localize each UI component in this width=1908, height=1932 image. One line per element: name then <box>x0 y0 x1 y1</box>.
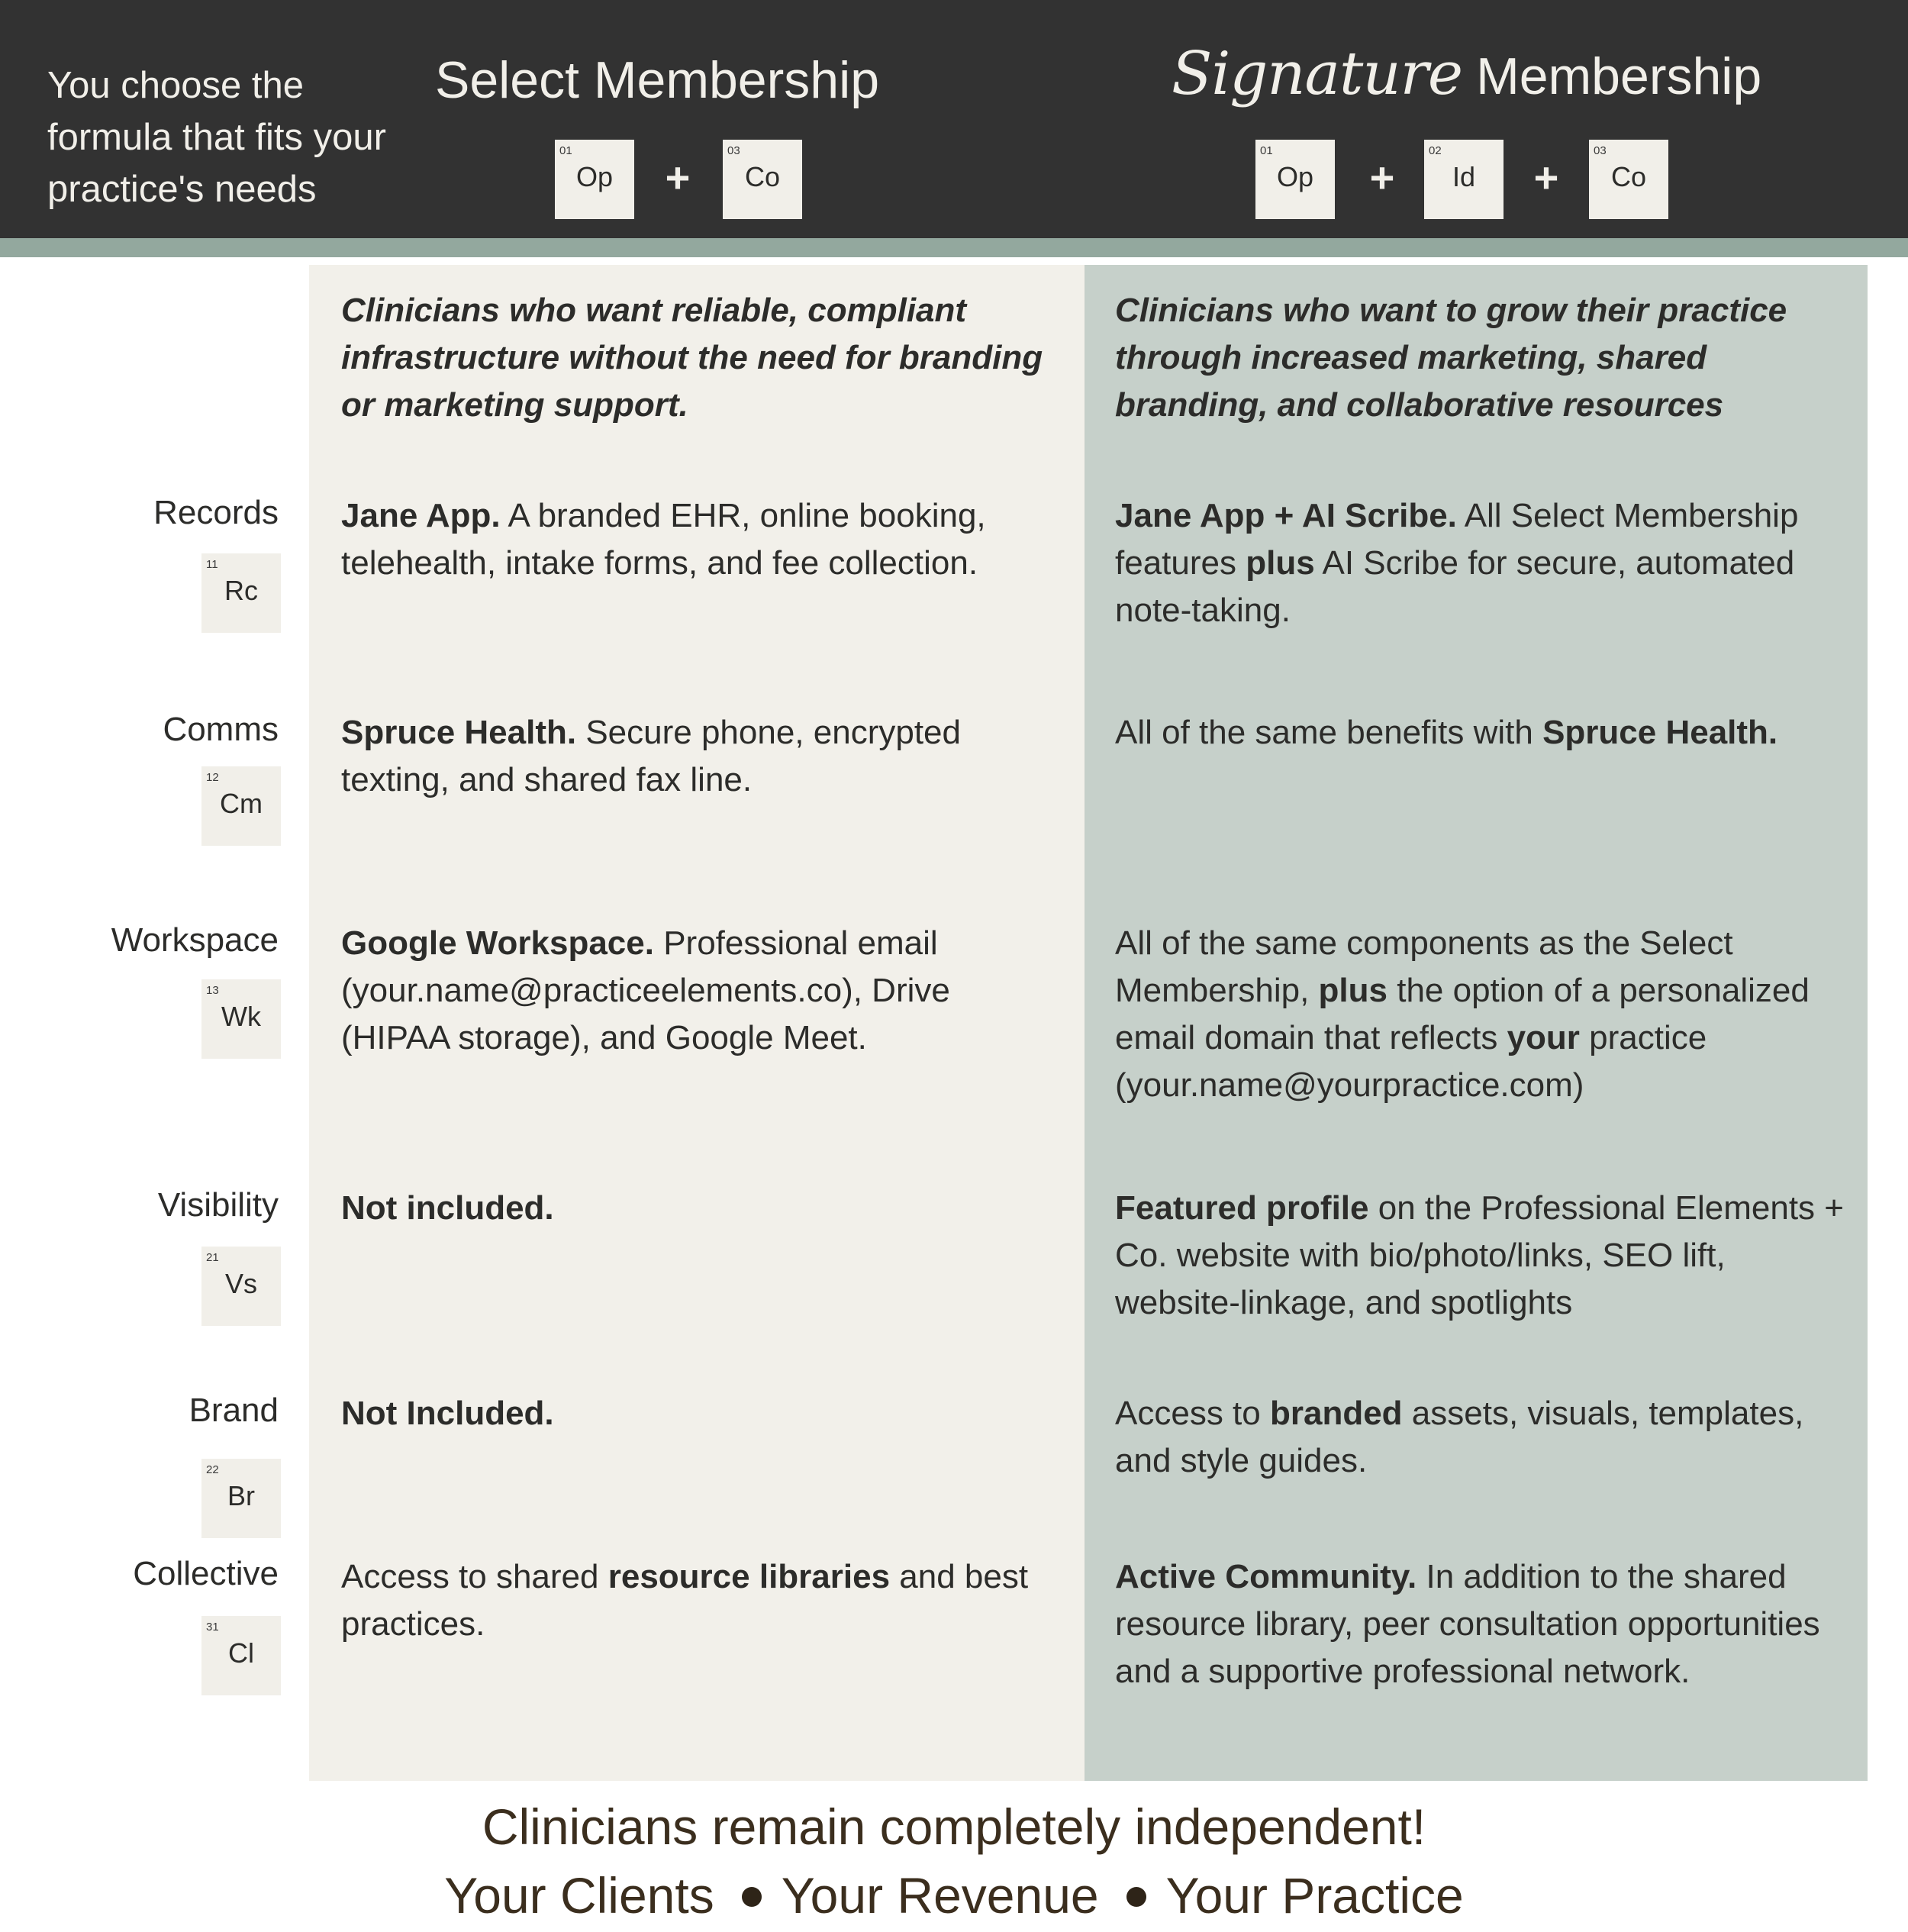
element-symbol: Vs <box>224 1268 257 1299</box>
element-symbol: Co <box>1610 161 1647 192</box>
plus-sign: + <box>665 153 691 202</box>
signature-membership-title <box>1172 40 1761 108</box>
element-symbol: Id <box>1452 161 1476 192</box>
element-number: 21 <box>206 1251 219 1264</box>
cell-text: the option of a personalized email domain that reflects <box>1115 972 1810 1056</box>
row-label-visibility: Visibility <box>157 1186 279 1224</box>
cell-bold: Jane App. <box>341 497 501 534</box>
collective-select-cell <box>341 1553 1059 1648</box>
workspace-signature-cell <box>1115 920 1859 1109</box>
element-tile-op <box>1255 140 1335 219</box>
cell-text: All of the same components as the Select Membership, <box>1115 924 1733 1009</box>
visibility-select-cell <box>341 1185 1059 1232</box>
signature-audience: Clinicians who want to grow their practice through increased marketing, shared branding, and collaborative resources <box>1115 292 1787 424</box>
records-select-cell <box>341 492 1059 587</box>
element-number: 31 <box>206 1621 219 1634</box>
footer-item-clients: Your Clients <box>444 1867 714 1924</box>
cell-bold: Google Workspace. <box>341 924 654 962</box>
cell-text: Professional email (your.name@practiceelements.co), Drive (HIPAA storage), and Google Meet. <box>341 924 950 1056</box>
element-tile-vs <box>201 1247 281 1326</box>
row-label-collective: Collective <box>133 1555 279 1592</box>
cell-text: Secure phone, encrypted texting, and shared fax line. <box>341 714 961 798</box>
cell-text: on the Professional Elements + Co. website with bio/photo/links, SEO lift, website-linkage, and spotlights <box>1115 1189 1844 1321</box>
row-label-workspace: Workspace <box>111 921 279 959</box>
cell-bold: Active Community. <box>1115 1558 1417 1595</box>
element-symbol: Rc <box>224 575 258 606</box>
cell-text: Access to <box>1115 1395 1270 1432</box>
header-accent-stripe <box>0 238 1908 257</box>
cell-text: assets, visuals, templates, and style guides. <box>1115 1395 1804 1479</box>
element-number: 11 <box>206 558 218 571</box>
element-number: 03 <box>1594 144 1607 157</box>
cell-bold: Not included. <box>341 1189 554 1227</box>
element-tile-co <box>1589 140 1668 219</box>
brand-signature-cell <box>1115 1390 1859 1485</box>
cell-bold: Spruce Health. <box>341 714 577 751</box>
element-number: 02 <box>1429 144 1442 157</box>
cell-bold: Spruce Health. <box>1542 714 1778 751</box>
select-membership-title: Select Membership <box>435 51 880 109</box>
bullet-dot <box>742 1887 762 1907</box>
footer-tagline <box>0 1866 1908 1924</box>
brand-select-cell <box>341 1390 1059 1437</box>
cell-bold: branded <box>1269 1395 1403 1432</box>
element-symbol: Op <box>1276 161 1314 192</box>
element-tile-op <box>555 140 634 219</box>
cell-bold: plus <box>1318 972 1387 1009</box>
element-symbol: Cl <box>228 1637 254 1669</box>
element-tile-br <box>201 1459 281 1538</box>
bullet-dot <box>1126 1887 1146 1907</box>
cell-bold: Not Included. <box>341 1395 554 1432</box>
element-tile-rc <box>201 553 281 633</box>
cell-text: AI Scribe for secure, automated note-taking. <box>1115 544 1795 629</box>
cell-text: All Select Membership features <box>1115 497 1799 582</box>
element-symbol: Wk <box>221 1001 261 1032</box>
footer-item-revenue: Your Revenue <box>781 1867 1099 1924</box>
cell-text: In addition to the shared resource library, peer consultation opportunities and a supportive professional network. <box>1115 1558 1820 1690</box>
cell-bold: plus <box>1246 544 1315 582</box>
select-audience: Clinicians who want reliable, compliant infrastructure without the need for branding or marketing support. <box>341 292 1043 424</box>
element-number: 01 <box>1260 144 1273 157</box>
row-label-brand: Brand <box>189 1392 279 1429</box>
element-tile-wk <box>201 979 281 1059</box>
element-tile-cm <box>201 766 281 846</box>
collective-signature-cell <box>1115 1553 1859 1695</box>
records-signature-cell <box>1115 492 1859 634</box>
element-tile-cl <box>201 1616 281 1695</box>
workspace-select-cell <box>341 920 1059 1062</box>
element-number: 03 <box>727 144 740 157</box>
element-tile-id <box>1424 140 1504 219</box>
footer-item-practice: Your Practice <box>1165 1867 1464 1924</box>
signature-script-word: Signature <box>1172 40 1463 108</box>
plus-sign: + <box>1369 153 1395 202</box>
visibility-signature-cell <box>1115 1185 1859 1327</box>
element-symbol: Br <box>227 1480 255 1511</box>
cell-bold: Jane App + AI Scribe. <box>1115 497 1457 534</box>
cell-bold: your <box>1507 1019 1580 1056</box>
element-symbol: Co <box>744 161 781 192</box>
row-label-records: Records <box>153 494 279 531</box>
footer-headline: Clinicians remain completely independent! <box>482 1798 1426 1855</box>
cell-text: practice (your.name@yourpractice.com) <box>1115 1019 1707 1104</box>
element-number: 12 <box>206 771 219 784</box>
element-number: 22 <box>206 1463 219 1476</box>
comms-select-cell <box>341 709 1059 804</box>
row-label-comms: Comms <box>163 711 279 748</box>
cell-text: Access to shared <box>341 1558 608 1595</box>
plus-sign: + <box>1533 153 1559 202</box>
comms-signature-cell <box>1115 709 1859 756</box>
element-symbol: Op <box>575 161 614 192</box>
element-symbol: Cm <box>220 788 263 819</box>
element-number: 01 <box>559 144 572 157</box>
cell-text: and best practices. <box>341 1558 1029 1643</box>
element-tile-co <box>723 140 802 219</box>
cell-text: A branded EHR, online booking, telehealth, intake forms, and fee collection. <box>341 497 986 582</box>
cell-bold: Featured profile <box>1115 1189 1369 1227</box>
cell-text: All of the same benefits with <box>1115 714 1543 751</box>
signature-title-rest: Membership <box>1476 47 1762 105</box>
cell-bold: resource libraries <box>608 1558 891 1595</box>
intro-text: You choose the formula that fits your practice's needs <box>47 65 386 210</box>
element-number: 13 <box>206 984 219 997</box>
